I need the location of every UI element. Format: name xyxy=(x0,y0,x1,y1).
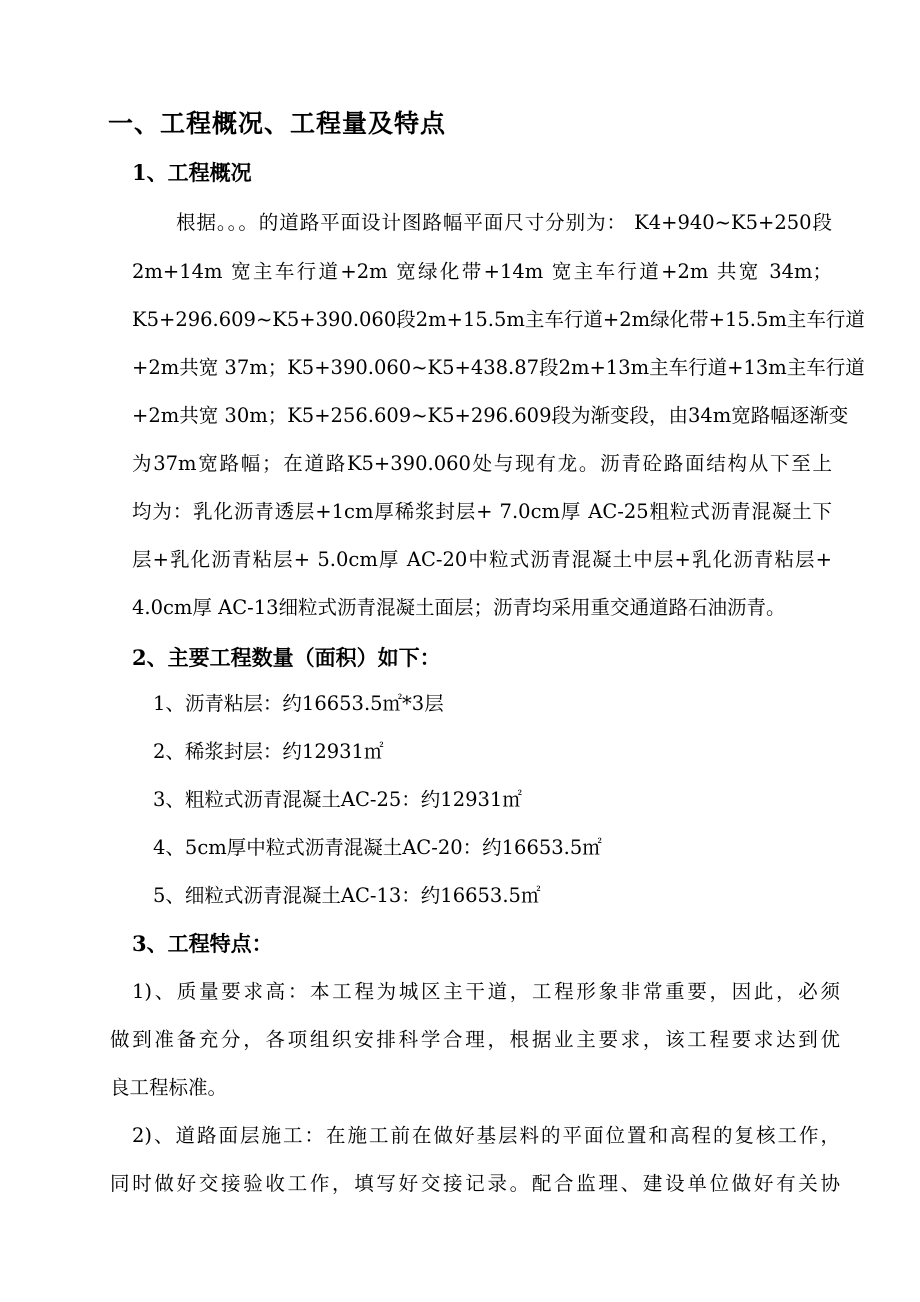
overview-line: +2m共宽 30m；K5+256.609~K5+296.609段为渐变段，由34m宽路幅逐渐变 xyxy=(132,404,849,427)
features-para1-line: 做到准备充分，各项组织安排科学合理，根据业主要求，该工程要求达到优 xyxy=(110,1028,840,1051)
overview-line: 2m+14m 宽主车行道+2m 宽绿化带+14m 宽主车行道+2m 共宽 34m； xyxy=(132,260,832,283)
quantities-heading: 2、主要工程数量（面积）如下： xyxy=(132,645,441,670)
overview-line: 根据。。。的道路平面设计图路幅平面尺寸分别为： K4+940~K5+250段 xyxy=(176,211,832,234)
overview-line: 为37m宽路幅；在道路K5+390.060处与现有龙。沥青砼路面结构从下至上 xyxy=(132,452,832,475)
overview-line: +2m共宽 37m；K5+390.060~K5+438.87段2m+13m主车行道+13m主车行道 xyxy=(132,356,865,379)
quantity-item: 1、沥青粘层：约16653.5㎡*3层 xyxy=(153,692,444,715)
overview-line: 4.0cm厚 AC-13细粒式沥青混凝土面层；沥青均采用重交通道路石油沥青。 xyxy=(132,596,786,619)
overview-line: K5+296.609~K5+390.060段2m+15.5m主车行道+2m绿化带+15.5m主车行道 xyxy=(132,308,865,331)
features-para2-line: 同时做好交接验收工作，填写好交接记录。配合监理、建设单位做好有关协 xyxy=(110,1172,840,1195)
overview-line: 层+乳化沥青粘层+ 5.0cm厚 AC-20中粒式沥青混凝土中层+乳化沥青粘层+ xyxy=(132,548,832,571)
quantity-item: 5、细粒式沥青混凝土AC-13：约16653.5㎡ xyxy=(153,884,541,907)
quantity-item: 3、粗粒式沥青混凝土AC-25：约12931㎡ xyxy=(153,788,522,811)
features-heading: 3、工程特点： xyxy=(132,931,273,956)
overview-line: 均为：乳化沥青透层+1cm厚稀浆封层+ 7.0cm厚 AC-25粗粒式沥青混凝土下 xyxy=(132,500,832,523)
quantity-item: 2、稀浆封层：约12931㎡ xyxy=(153,740,384,763)
features-para1-line: 1)、质量要求高：本工程为城区主干道，工程形象非常重要，因此，必须 xyxy=(132,980,840,1003)
quantity-item: 4、5cm厚中粒式沥青混凝土AC-20：约16653.5㎡ xyxy=(153,836,602,859)
features-para2-line: 2)、道路面层施工：在施工前在做好基层料的平面位置和高程的复核工作， xyxy=(132,1124,840,1147)
overview-heading: 1、工程概况 xyxy=(132,160,252,185)
section-title: 一、工程概况、工程量及特点 xyxy=(108,109,447,138)
features-para1-line: 良工程标准。 xyxy=(110,1076,228,1099)
